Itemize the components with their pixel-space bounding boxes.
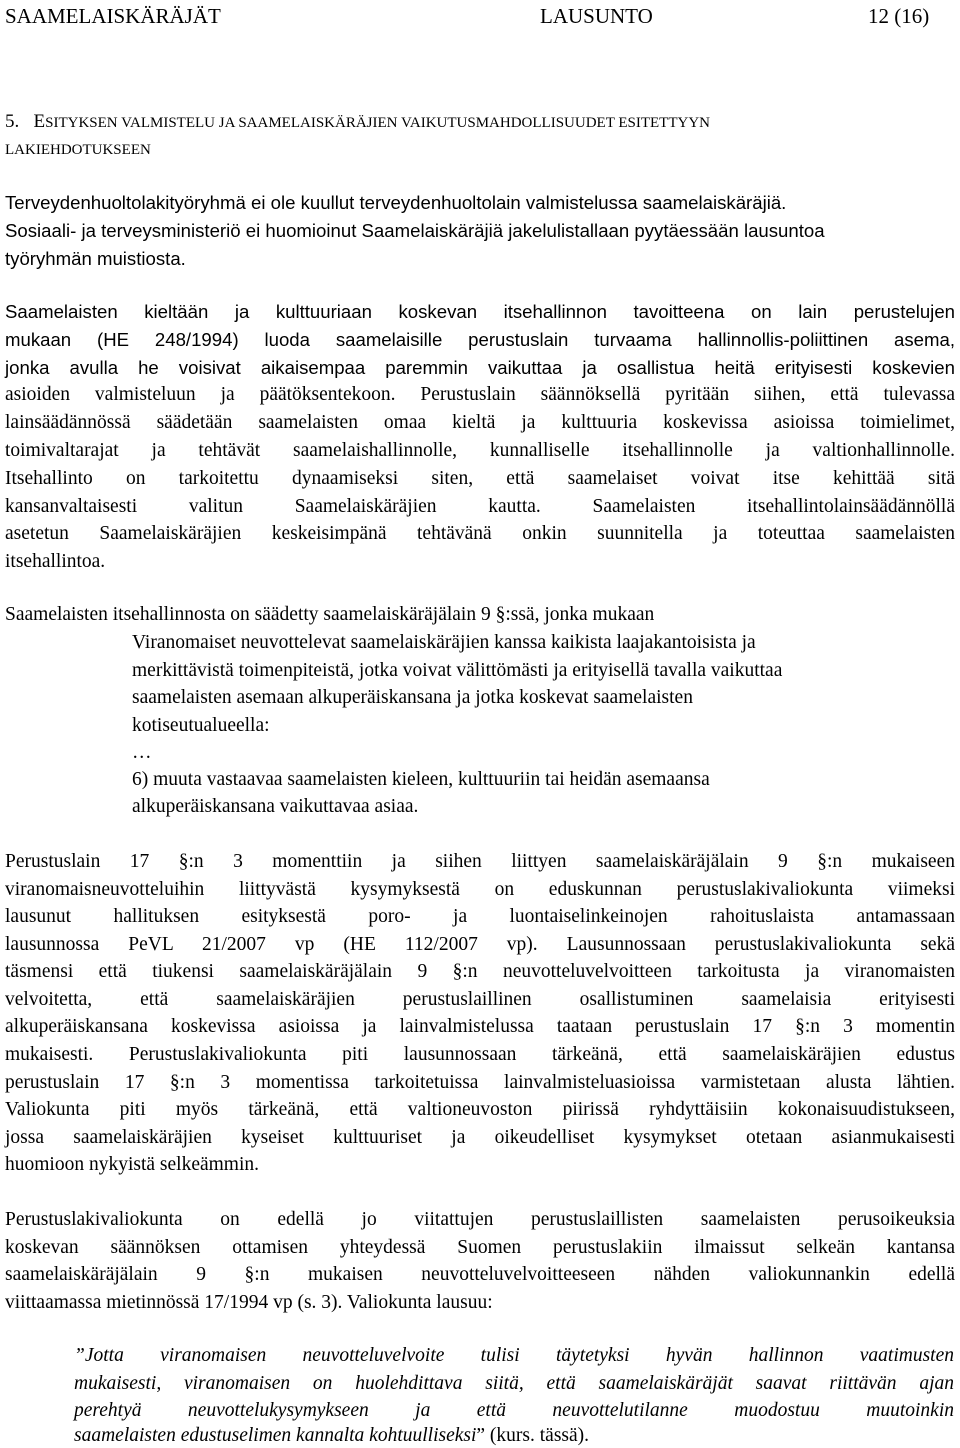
paragraph-2-line: mukaan (HE 248/1994) luoda saamelaisille perustuslain turvaama hallinnollis-poliittinen asema, <box>5 329 955 350</box>
section-heading <box>5 110 710 135</box>
paragraph-5-line: saamelaiskäräjälain 9 §:n mukaisen neuvotteluvelvoitteeseen nähden valiokunnankin edellä <box>5 1264 955 1285</box>
paragraph-4-line: viranomaisneuvotteluihin liittyvästä kysymyksestä on eduskunnan perustuslakivaliokunta viimeksi <box>5 879 955 900</box>
paragraph-2-line: asioiden valmisteluun ja päätöksentekoon. Perustuslain säännöksellä pyritään siihen, että tulevassa <box>5 384 955 405</box>
paragraph-2-line: jonka avulla he voisivat aikaisempaa paremmin vaikuttaa ja osallistua heitä erityisesti koskevien <box>5 357 955 378</box>
paragraph-4-line: mukaisesti. Perustuslakivaliokunta piti lausunnossaan tärkeänä, että saamelaiskäräjien edustus <box>5 1044 955 1065</box>
committee-quote-line: mukaisesti, viranomaisen on huolehdittava siitä, että saamelaiskäräjät saavat riittävän ajan <box>74 1373 954 1394</box>
paragraph-2-line: kansanvaltaisesti valitun Saamelaiskäräjien kautta. Saamelaisten itsehallintolainsäädännöllä <box>5 496 955 517</box>
law-quote-line: 6) muuta vastaavaa saamelaisten kieleen, kulttuuriin tai heidän asemaansa <box>132 769 710 790</box>
paragraph-2-line: Itsehallinto on tarkoitettu dynaamiseksi siten, että saamelaiset voivat itse kehittää sitä <box>5 468 955 489</box>
law-quote-ellipsis: … <box>132 742 152 763</box>
paragraph-4-line: alkuperäiskansana koskevissa asioissa ja lainvalmistelussa taataan perustuslain 17 §:n 3 momentin <box>5 1016 955 1037</box>
law-quote-line: alkuperäiskansana vaikuttavaa asiaa. <box>132 796 419 817</box>
paragraph-1-line: Sosiaali- ja terveysministeriö ei huomioinut Saamelaiskäräjiä jakelulistallaan pyytäessään lausuntoa <box>5 220 825 241</box>
paragraph-5-line: koskevan säännöksen ottamisen yhteydessä Suomen perustuslakiin ilmaissut selkeän kantansa <box>5 1237 955 1258</box>
committee-quote-citation: ” (kurs. tässä). <box>476 1425 590 1446</box>
paragraph-4-line: Perustuslain 17 §:n 3 momenttiin ja siihen liittyen saamelaiskäräjälain 9 §:n mukaiseen <box>5 851 955 872</box>
paragraph-4-line: velvoitetta, että saamelaiskäräjien perustuslaillinen osallistuminen saamelaisia erityisesti <box>5 989 955 1010</box>
paragraph-5-line: viittaamassa mietinnössä 17/1994 vp (s. 3). Valiokunta lausuu: <box>5 1292 493 1313</box>
paragraph-2-line: toimivaltarajat ja tehtävät saamelaishallinnolle, kunnalliselle itsehallinnolle ja valtionhallinnolle. <box>5 440 955 461</box>
committee-quote-last-line <box>74 1424 589 1448</box>
header-doc-type: LAUSUNTO <box>540 4 653 28</box>
paragraph-5-line: Perustuslakivaliokunta on edellä jo viitattujen perustuslaillisten saamelaisten perusoikeuksia <box>5 1209 955 1230</box>
paragraph-3-intro: Saamelaisten itsehallinnosta on säädetty saamelaiskäräjälain 9 §:ssä, jonka mukaan <box>5 604 655 625</box>
paragraph-2-line: lainsäädännössä säädetään saamelaisten omaa kieltä ja kulttuuria koskevissa asioissa toimielimet, <box>5 412 955 433</box>
paragraph-4-line: Valiokunta piti myös tärkeänä, että valtioneuvoston piirissä ryhdyttäisiin kokonaisuudistukseen, <box>5 1099 955 1120</box>
paragraph-4-line: jossa saamelaiskäräjien kyseiset kulttuuriset ja oikeudelliset kysymykset otetaan asianmukaisesti <box>5 1127 955 1148</box>
section-title-initial: E <box>33 111 46 132</box>
committee-quote-line: perehtyä neuvottelukysymykseen ja että neuvottelutilanne muodostuu muutoinkin <box>74 1400 954 1421</box>
law-quote-line: kotiseutualueella: <box>132 715 270 736</box>
law-quote-line: merkittävistä toimenpiteistä, jotka voivat välittömästi ja erityisellä tavalla vaikuttaa <box>132 660 783 681</box>
paragraph-4-line: lausunnossa PeVL 21/2007 vp (HE 112/2007 vp). Lausunnossaan perustuslakivaliokunta sekä <box>5 934 955 955</box>
law-quote-line: Viranomaiset neuvottelevat saamelaiskäräjien kanssa kaikista laajakantoisista ja <box>132 632 756 653</box>
section-number: 5. <box>5 111 20 132</box>
committee-quote-line: ”Jotta viranomaisen neuvotteluvelvoite tulisi täytetyksi hyvän hallinnon vaatimusten <box>74 1345 954 1366</box>
committee-quote-line: saamelaisten edustuselimen kannalta kohtuulliseksi <box>74 1425 477 1446</box>
paragraph-2-line: asetetun Saamelaiskäräjien keskeisimpänä tehtävänä onkin suunnitella ja toteuttaa saamelaisten <box>5 523 955 544</box>
law-quote-line: saamelaisten asemaan alkuperäiskansana ja jotka koskevat saamelaisten <box>132 687 693 708</box>
section-title-rest: SITYKSEN VALMISTELU JA SAAMELAISKÄRÄJIEN VAIKUTUSMAHDOLLISUUDET ESITETTYYN <box>45 115 710 131</box>
paragraph-4-line: täsmensi että tiukensi saamelaiskäräjälain 9 §:n neuvotteluvelvoitteen tarkoitusta ja viranomaisten <box>5 961 955 982</box>
paragraph-2-line: itsehallintoa. <box>5 551 106 572</box>
paragraph-2-line: Saamelaisten kieltään ja kulttuuriaan koskevan itsehallinnon tavoitteena on lain perustelujen <box>5 301 955 322</box>
paragraph-1-line: työryhmän muistiosta. <box>5 248 186 269</box>
section-heading-line2: LAKIEHDOTUKSEEN <box>5 142 151 158</box>
paragraph-4-line: perustuslain 17 §:n 3 momentissa tarkoitetuissa lainvalmisteluasioissa varmistetaan alusta lähtien. <box>5 1072 955 1093</box>
header-page-number: 12 (16) <box>868 4 930 28</box>
paragraph-1-line: Terveydenhuoltolakityöryhmä ei ole kuullut terveydenhuoltolain valmistelussa saamelaiskäräjiä. <box>5 192 787 213</box>
header-org: SAAMELAISKÄRÄJÄT <box>5 4 221 28</box>
paragraph-4-line: huomioon nykyistä selkeämmin. <box>5 1154 260 1175</box>
paragraph-4-line: lausunut hallituksen esityksestä poro- ja luontaiselinkeinojen rahoituslaista antamassaan <box>5 906 955 927</box>
